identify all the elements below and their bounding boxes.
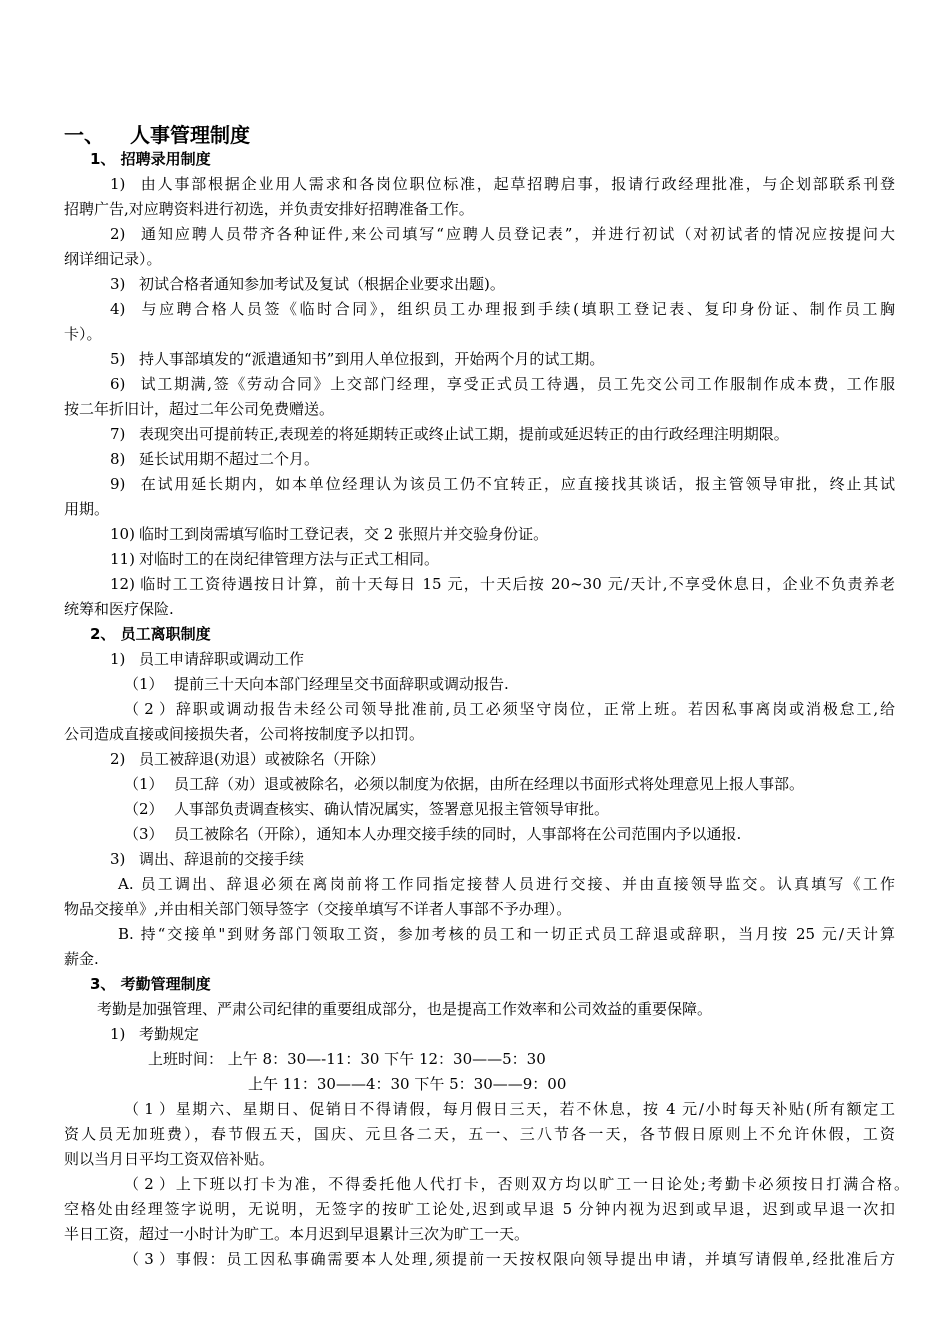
item-text: 与应聘合格人员签《临时合同》，组织员工办理报到手续(填职工登记表、复印身份证、制作员工胸	[139, 300, 895, 318]
item-number: （2）	[124, 800, 164, 818]
item-number: 8)	[110, 450, 126, 468]
heading-title: 人事管理制度	[130, 123, 250, 147]
item-number: （1）	[124, 675, 164, 693]
item-number: 2)	[110, 225, 126, 243]
item-number: 6)	[110, 375, 126, 393]
item-number: （3）	[124, 825, 164, 843]
item-text: 员工被除名（开除），通知本人办理交接手续的同时，人事部将在公司范围内予以通报.	[174, 825, 742, 843]
item-text: 临时工工资待遇按日计算，前十天每日 15 元，十天后按 20~30 元/天计,不享受休息日，企业不负责养老	[139, 575, 895, 593]
section-heading: 1、 招聘录用制度	[90, 150, 211, 168]
list-item	[110, 274, 505, 294]
list-item	[110, 549, 439, 569]
list-item	[110, 524, 548, 544]
item-text: 员工申请辞职或调动工作	[139, 650, 305, 668]
heading-number: 一、	[64, 123, 104, 147]
item-text-cont: 统筹和医疗保险.	[64, 600, 174, 618]
list-item	[110, 424, 789, 444]
list-item	[124, 774, 804, 794]
item-number: 3)	[110, 850, 126, 868]
item-number: 11)	[110, 550, 135, 568]
subsection-heading	[110, 749, 385, 769]
item-text-cont: 物品交接单》,并由相关部门领导签字（交接单填写不详者人事部不予办理）。	[64, 900, 572, 918]
section-heading: 3、 考勤管理制度	[90, 975, 211, 993]
item-number: （3）	[124, 1250, 174, 1268]
list-item	[110, 224, 895, 244]
list-item: A. 员工调出、辞退必须在离岗前将工作同指定接替人员进行交接、并由直接领导监交。认真填写《工作	[118, 875, 895, 893]
item-text-cont: 卡）。	[64, 325, 102, 343]
item-text: 表现突出可提前转正,表现差的将延期转正或终止试工期，提前或延迟转正的由行政经理注明期限。	[139, 425, 789, 443]
list-item	[124, 1099, 895, 1119]
list-item	[124, 1174, 909, 1194]
item-text-cont: 公司造成直接或间接损失者，公司将按制度予以扣罚。	[64, 725, 425, 743]
item-number: 2)	[110, 750, 126, 768]
list-item	[110, 174, 895, 194]
item-text-cont: 资人员无加班费），春节假五天，国庆、元旦各二天，五一、三八节各一天，各节假日原则上不允许休假，工资	[64, 1125, 895, 1143]
list-item	[110, 574, 895, 594]
item-number: 4)	[110, 300, 126, 318]
item-text: 通知应聘人员带齐各种证件,来公司填写“应聘人员登记表”，并进行初试（对初试者的情况应按提问大	[139, 225, 895, 243]
item-text: 在试用延长期内，如本单位经理认为该员工仍不宜转正，应直接找其谈话，报主管领导审批，终止其试	[139, 475, 895, 493]
item-number: 3)	[110, 275, 126, 293]
list-item	[124, 824, 741, 844]
item-number: 10)	[110, 525, 135, 543]
item-text-cont: 半日工资，超过一小时计为旷工。本月迟到早退累计三次为旷工一天。	[64, 1225, 530, 1243]
paragraph: 考勤是加强管理、严肃公司纪律的重要组成部分，也是提高工作效率和公司效益的重要保障。	[97, 1000, 713, 1018]
item-number: 12)	[110, 575, 135, 593]
item-text: 人事部负责调查核实、确认情况属实，签署意见报主管领导审批。	[174, 800, 610, 818]
item-text: 员工被辞退(劝退）或被除名（开除）	[139, 750, 385, 768]
list-item	[110, 449, 319, 469]
item-text: 考勤规定	[139, 1025, 200, 1043]
item-text: 试工期满,签《劳动合同》上交部门经理，享受正式员工待遇，员工先交公司工作服制作成本费，工作服	[139, 375, 895, 393]
item-text-cont: 按二年折旧计，超过二年公司免费赠送。	[64, 400, 335, 418]
item-number: 1)	[110, 1025, 126, 1043]
subsection-heading	[110, 649, 304, 669]
item-number: （2）	[124, 1175, 174, 1193]
item-text: 提前三十天向本部门经理呈交书面辞职或调动报告.	[174, 675, 509, 693]
item-text: 员工辞（劝）退或被除名，必须以制度为依据，由所在经理以书面形式将处理意见上报人事部。	[174, 775, 805, 793]
item-text: 持人事部填发的“派遣通知书”到用人单位报到，开始两个月的试工期。	[139, 350, 605, 368]
item-text-cont: 薪金.	[64, 950, 99, 968]
list-item	[110, 474, 895, 494]
list-item	[110, 349, 604, 369]
item-number: 1)	[110, 650, 126, 668]
subsection-heading	[110, 1024, 199, 1044]
list-item	[124, 1249, 895, 1269]
item-text-cont: 则以当月日平均工资双倍补贴。	[64, 1150, 275, 1168]
list-item	[124, 799, 609, 819]
list-item	[124, 674, 509, 694]
item-text: 事假：员工因私事确需要本人处理,须提前一天按权限向领导提出申请，并填写请假单,经批准后方	[174, 1250, 895, 1268]
item-number: （1）	[124, 1100, 174, 1118]
item-text: 由人事部根据企业用人需求和各岗位职位标准，起草招聘启事，报请行政经理批准，与企划部联系刊登	[139, 175, 895, 193]
list-item	[124, 699, 895, 719]
item-text-cont: 空格处由经理签字说明，无说明，无签字的按旷工论处,迟到或早退 5 分钟内视为迟到或早退，迟到或早退一次扣	[64, 1200, 895, 1218]
item-text: 对临时工的在岗纪律管理方法与正式工相同。	[139, 550, 440, 568]
item-number: 5)	[110, 350, 126, 368]
item-number: 9)	[110, 475, 126, 493]
item-number: （2）	[124, 700, 174, 718]
item-text: 星期六、星期日、促销日不得请假，每月假日三天，若不休息，按 4 元/小时每天补贴(所有额定工	[174, 1100, 895, 1118]
item-number: 1)	[110, 175, 126, 193]
item-text: 临时工到岗需填写临时工登记表，交 2 张照片并交验身份证。	[139, 525, 549, 543]
item-text-cont: 纲详细记录）。	[64, 250, 162, 268]
item-number: 7)	[110, 425, 126, 443]
list-item: B. 持“交接单"到财务部门领取工资，参加考核的员工和一切正式员工辞退或辞职，当月按 25 元/天计算	[118, 925, 895, 943]
subsection-heading	[110, 849, 304, 869]
list-item	[110, 299, 895, 319]
item-text: 调出、辞退前的交接手续	[139, 850, 305, 868]
work-hours: 上班时间： 上午 8：30—-11：30 下午 12：30——5：30	[148, 1050, 546, 1068]
item-text-cont: 用期。	[64, 500, 110, 518]
main-heading	[64, 122, 250, 148]
item-text: 上下班以打卡为准，不得委托他人代打卡，否则双方均以旷工一日论处;考勤卡必须按日打满合格。	[174, 1175, 909, 1193]
item-text: 延长试用期不超过二个月。	[139, 450, 320, 468]
item-number: （1）	[124, 775, 164, 793]
item-text: 初试合格者通知参加考试及复试（根据企业要求出题)。	[139, 275, 505, 293]
work-hours: 上午 11：30——4：30 下午 5：30——9：00	[248, 1075, 567, 1093]
list-item	[110, 374, 895, 394]
item-text: 辞职或调动报告未经公司领导批准前,员工必须坚守岗位，正常上班。若因私事离岗或消极怠工,给	[174, 700, 895, 718]
section-heading: 2、 员工离职制度	[90, 625, 211, 643]
item-text-cont: 招聘广告,对应聘资料进行初选，并负责安排好招聘准备工作。	[64, 200, 474, 218]
